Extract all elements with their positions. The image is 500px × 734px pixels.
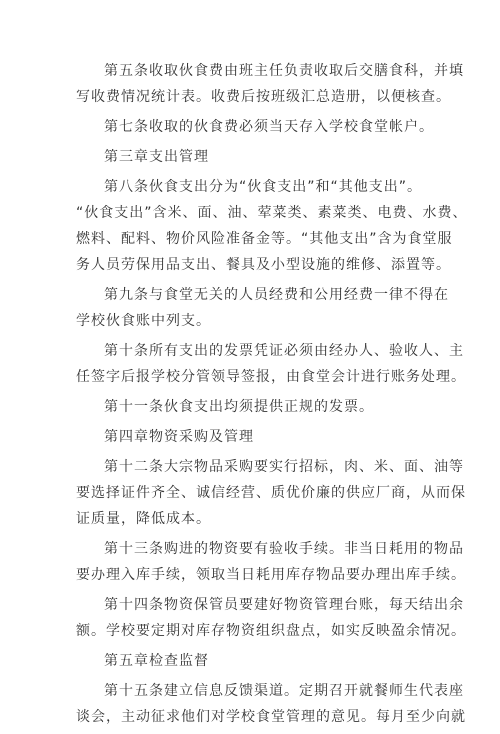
paragraph-line: 第十五条建立信息反馈渠道。定期召开就餐师生代表座	[104, 683, 464, 699]
paragraph-line: 要办理入库手续，领取当日耗用库存物品要办理出库手续。	[76, 567, 466, 583]
chapter-title: 第五章检查监督	[104, 653, 209, 669]
article-15-paragraph	[76, 678, 466, 730]
article-7-paragraph	[104, 114, 464, 140]
chapter-title: 第三章支出管理	[104, 149, 209, 165]
paragraph-line: 学校伙食账中列支。	[76, 313, 211, 329]
paragraph-line: 第十二条大宗物品采购要实行招标，肉、米、面、油等	[104, 459, 464, 475]
article-5-paragraph	[76, 58, 464, 110]
paragraph-line: 第十四条物资保管员要建好物资管理台账，每天结出余	[104, 597, 464, 613]
article-13-paragraph	[76, 536, 466, 588]
article-10-paragraph	[76, 338, 466, 390]
article-9-paragraph	[76, 282, 464, 334]
paragraph-line: 第九条与食堂无关的人员经费和公用经费一律不得在	[104, 287, 449, 303]
paragraph-line: 要选择证件齐全、诚信经营、质优价廉的供应厂商，从而保	[76, 485, 466, 501]
chapter-3-heading	[104, 144, 464, 170]
chapter-5-heading	[104, 648, 464, 674]
paragraph-line: 证质量，降低成本。	[76, 511, 211, 527]
chapter-4-heading	[104, 424, 464, 450]
paragraph-line: 第七条收取的伙食费必须当天存入学校食堂帐户。	[104, 119, 434, 135]
paragraph-line: 第五条收取伙食费由班主任负责收取后交膳食科，并填	[104, 63, 464, 79]
paragraph-line: 第十条所有支出的发票凭证必须由经办人、验收人、主	[104, 343, 464, 359]
paragraph-line: “伙食支出”含米、面、油、荤菜类、素菜类、电费、水费、	[76, 205, 468, 221]
article-12-paragraph	[76, 454, 466, 532]
paragraph-line: 燃料、配料、物价风险准备金等。“其他支出”含为食堂服	[76, 231, 453, 247]
paragraph-line: 第十三条购进的物资要有验收手续。非当日耗用的物品	[104, 541, 464, 557]
paragraph-line: 第八条伙食支出分为“伙食支出”和“其他支出”。	[104, 179, 423, 195]
document-body	[76, 58, 468, 734]
chapter-title: 第四章物资采购及管理	[104, 429, 254, 445]
paragraph-line: 写收费情况统计表。收费后按班级汇总造册，以便核查。	[76, 89, 451, 105]
paragraph-line: 第十一条伙食支出均须提供正规的发票。	[104, 399, 374, 415]
article-8-paragraph	[76, 174, 468, 278]
article-11-paragraph	[104, 394, 464, 420]
paragraph-line: 额。学校要定期对库存物资组织盘点，如实反映盈余情况。	[76, 623, 466, 639]
paragraph-line: 务人员劳保用品支出、餐具及小型设施的维修、添置等。	[76, 257, 451, 273]
paragraph-line: 任签字后报学校分管领导签报，由食堂会计进行账务处理。	[76, 369, 466, 385]
paragraph-line: 谈会，主动征求他们对学校食堂管理的意见。每月至少向就	[76, 709, 466, 725]
article-14-paragraph	[76, 592, 466, 644]
